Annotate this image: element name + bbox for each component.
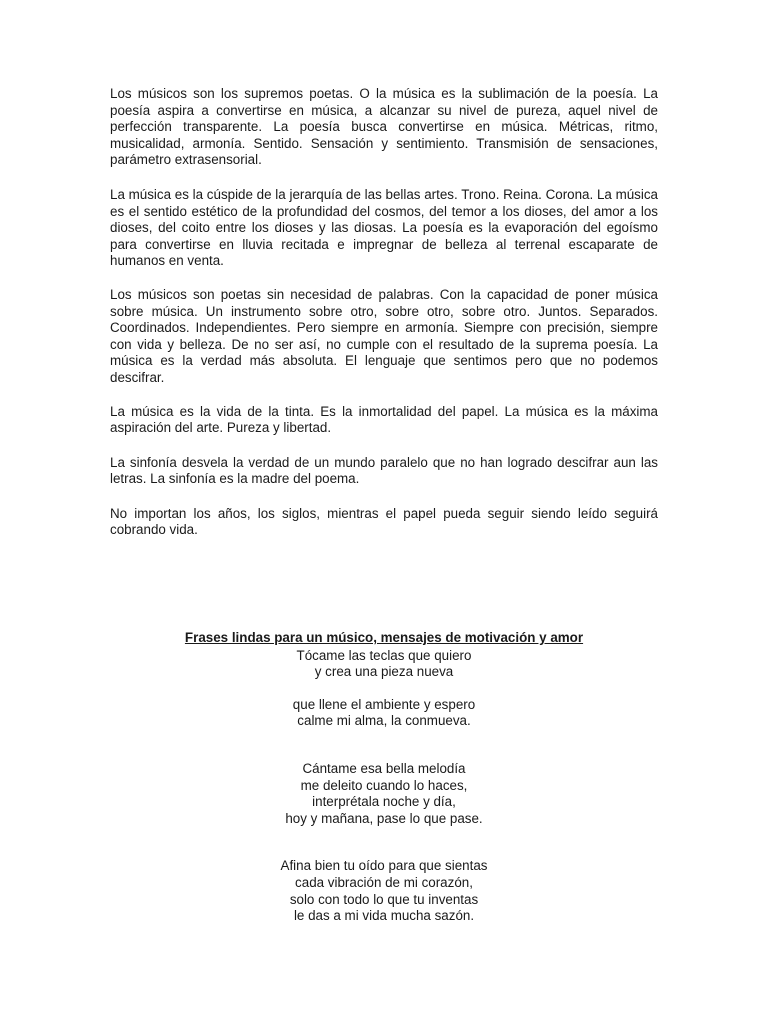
poem-line: Tócame las teclas que quiero [296, 647, 472, 663]
poem-section [110, 630, 658, 925]
poem-line: me deleito cuando lo haces, [300, 777, 468, 793]
poem-stanza [110, 858, 658, 924]
poem-line: le das a mi vida mucha sazón. [293, 908, 475, 924]
paragraph: La música es la vida de la tinta. Es la inmortalidad del papel. La música es la máxima aspiración del arte. Pureza y libertad. [110, 403, 658, 436]
poem-line: hoy y mañana, pase lo que pase. [285, 810, 483, 826]
paragraph: La sinfonía desvela la verdad de un mundo paralelo que no han logrado descifrar aun las letras. La sinfonía es la madre del poema. [110, 454, 658, 487]
poem-line: calme mi alma, la conmueva. [297, 713, 471, 729]
poem-title: Frases lindas para un músico, mensajes de motivación y amor [184, 630, 584, 645]
essay-body [110, 86, 658, 557]
paragraph: Los músicos son los supremos poetas. O la música es la sublimación de la poesía. La poesía aspira a convertirse en música, a alcanzar su nivel de pureza, aquel nivel de perfección transparente. La poesía busca convertirse en música. Métricas, ritmo, musicalidad, armonía. Sentido. Sensación y sentimiento. Transmisión de sensaciones, parámetro extrasensorial. [110, 86, 658, 168]
poem-line: interprétala noche y día, [312, 794, 456, 810]
poem-stanza [110, 761, 658, 827]
poem-line: solo con todo lo que tu inventas [289, 891, 479, 907]
paragraph: Los músicos son poetas sin necesidad de palabras. Con la capacidad de poner música sobre música. Un instrumento sobre otro, sobre otro, sobre otro. Juntos. Separados. Coordinados. Independientes. Pero siempre en armonía. Siempre con precisión, siempre con vida y belleza. De no ser así, no cumple con el resultado de la suprema poesía. La música es la verdad más absoluta. El lenguaje que sentimos pero que no podemos descifrar. [110, 286, 658, 385]
poem-line: que llene el ambiente y espero [292, 696, 476, 712]
poem-stanza [110, 697, 658, 730]
poem-stanza [110, 648, 658, 681]
poem-line: Cántame esa bella melodía [302, 760, 466, 776]
paragraph: No importan los años, los siglos, mientras el papel pueda seguir siendo leído seguirá cobrando vida. [110, 505, 658, 538]
poem-line: y crea una pieza nueva [314, 664, 454, 680]
poem-line: cada vibración de mi corazón, [295, 874, 473, 890]
poem-line: Afina bien tu oído para que sientas [280, 858, 488, 874]
paragraph: La música es la cúspide de la jerarquía de las bellas artes. Trono. Reina. Corona. La música es el sentido estético de la profundidad del cosmos, del temor a los dioses, del amor a los dioses, del coito entre los dioses y las diosas. La poesía es la evaporación del egoísmo para convertirse en lluvia recitada e impregnar de belleza al terrenal escaparate de humanos en venta. [110, 186, 658, 269]
